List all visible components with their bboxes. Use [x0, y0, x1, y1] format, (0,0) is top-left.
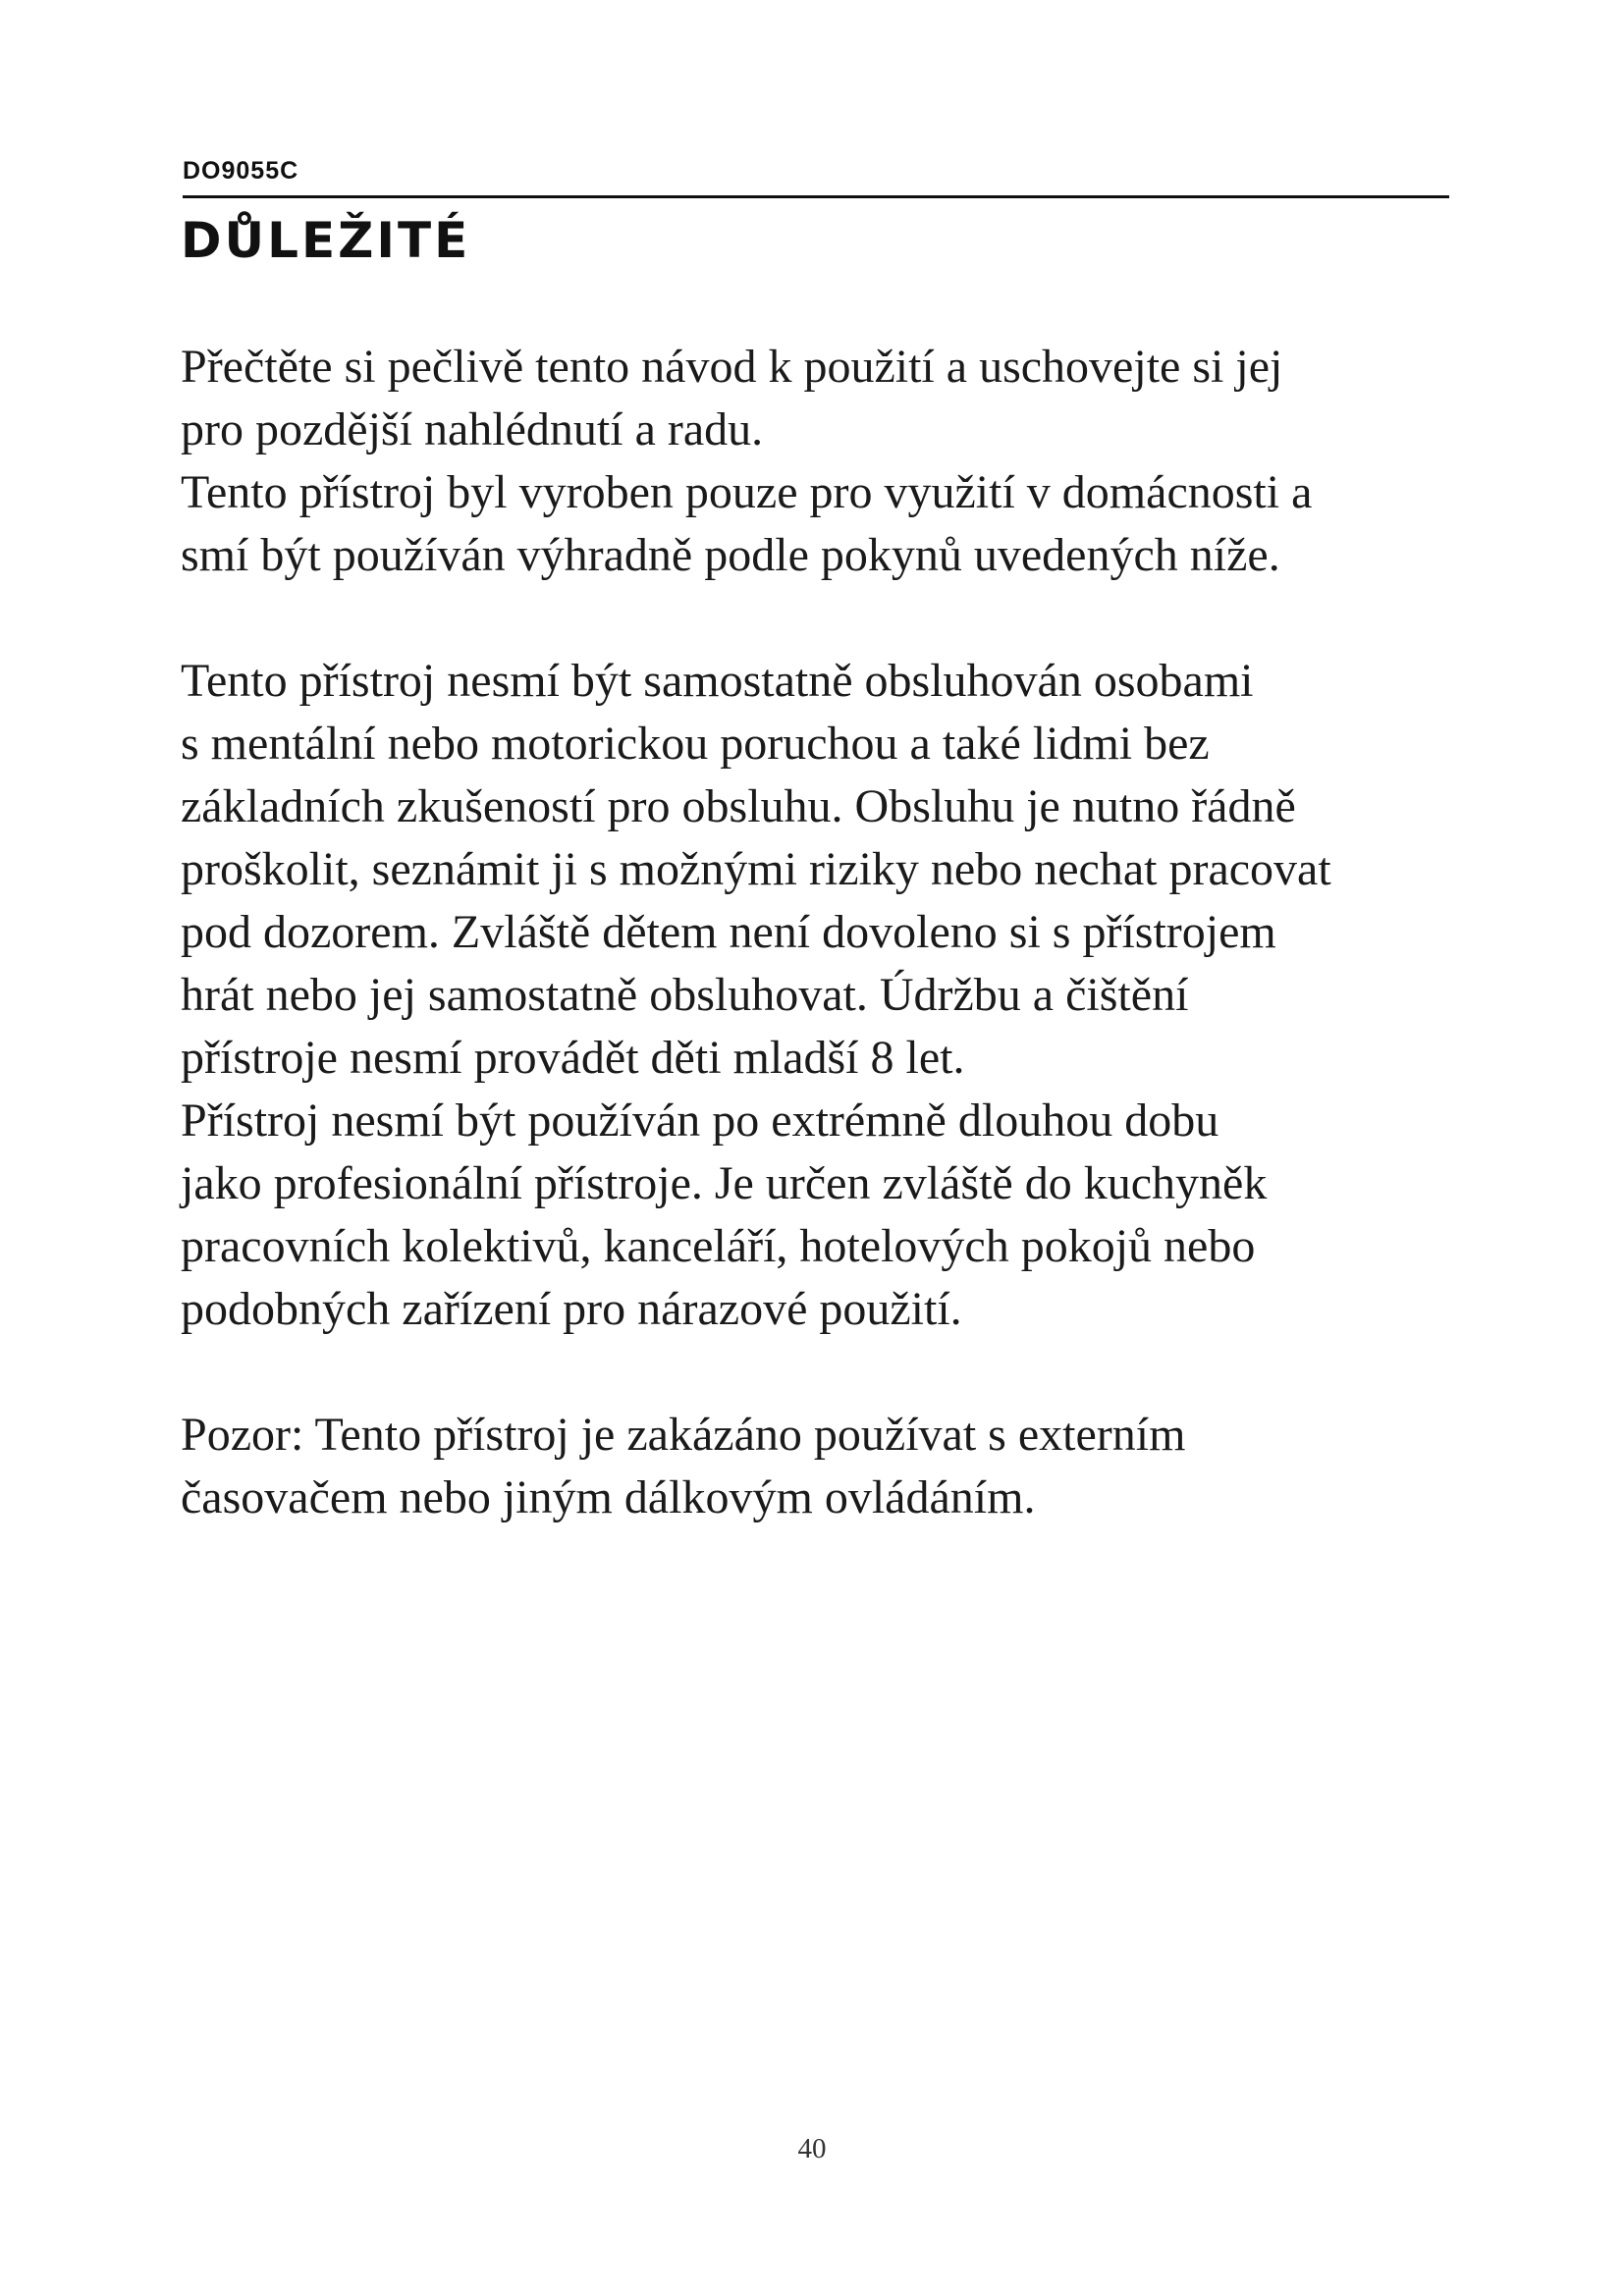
paragraph-spacer	[181, 587, 1477, 650]
model-code: DO9055C	[183, 157, 299, 185]
text-line: jako profesionální přístroje. Je určen zvláště do kuchyněk	[181, 1157, 1268, 1209]
text-line: Tento přístroj byl vyroben pouze pro využití v domácnosti a	[181, 466, 1313, 518]
text-line: smí být používán výhradně podle pokynů uvedených níže.	[181, 529, 1280, 581]
paragraph-intro	[181, 336, 1477, 587]
text-line: pracovních kolektivů, kanceláří, hotelových pokojů nebo	[181, 1220, 1256, 1272]
text-line: s mentální nebo motorickou poruchou a také lidmi bez	[181, 718, 1210, 770]
paragraph-warning	[181, 1404, 1477, 1529]
header-divider	[183, 195, 1449, 198]
paragraph-safety	[181, 650, 1477, 1341]
text-line: pro pozdější nahlédnutí a radu.	[181, 403, 764, 455]
text-line: základních zkušeností pro obsluhu. Obsluhu je nutno řádně	[181, 780, 1296, 832]
text-line: časovačem nebo jiným dálkovým ovládáním.	[181, 1471, 1036, 1523]
body-text	[181, 336, 1477, 1529]
paragraph-spacer	[181, 1341, 1477, 1404]
page-number: 40	[797, 2133, 827, 2164]
text-line: hrát nebo jej samostatně obsluhovat. Údržbu a čištění	[181, 969, 1189, 1021]
text-line: podobných zařízení pro nárazové použití.	[181, 1283, 962, 1335]
text-line: proškolit, seznámit ji s možnými riziky nebo nechat pracovat	[181, 843, 1331, 895]
text-line: pod dozorem. Zvláště dětem není dovoleno si s přístrojem	[181, 906, 1276, 958]
text-line: Pozor: Tento přístroj je zakázáno používat s externím	[181, 1409, 1186, 1461]
text-line: Přístroj nesmí být používán po extrémně dlouhou dobu	[181, 1095, 1219, 1147]
text-line: Přečtěte si pečlivě tento návod k použití a uschovejte si jej	[181, 341, 1283, 393]
text-line: Tento přístroj nesmí být samostatně obsluhován osobami	[181, 655, 1254, 707]
page-title: DŮLEŽITÉ	[181, 212, 471, 269]
text-line: přístroje nesmí provádět děti mladší 8 let.	[181, 1032, 965, 1084]
